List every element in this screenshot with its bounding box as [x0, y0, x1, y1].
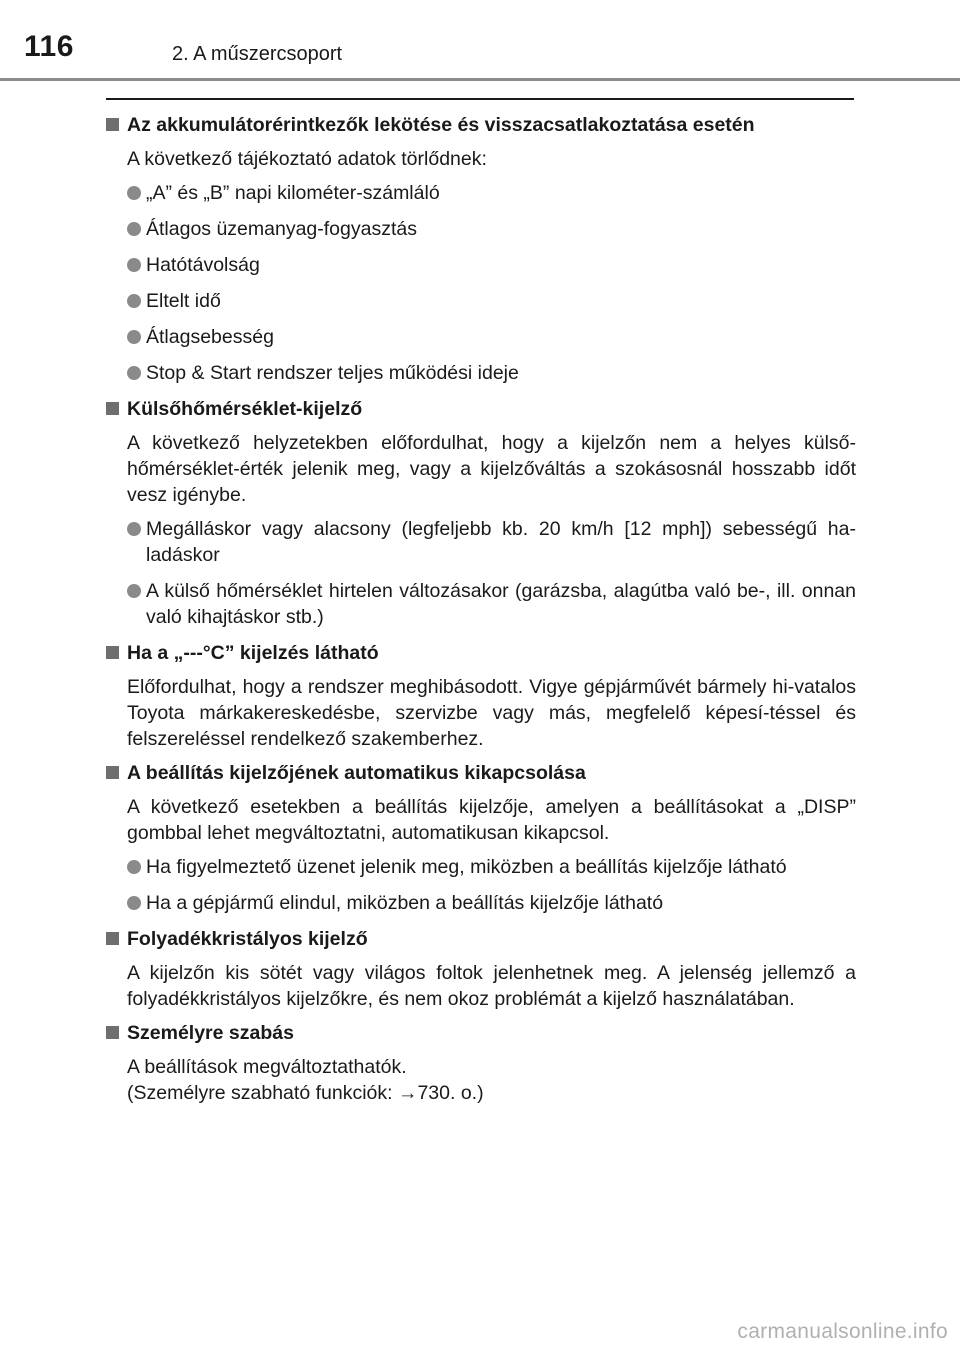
watermark: carmanualsonline.info [737, 1320, 948, 1343]
square-bullet-icon [106, 766, 119, 779]
circle-bullet-icon [127, 366, 141, 380]
paragraph: A következő helyzetekben előfordulhat, hogy a kijelzőn nem a helyes külső-hőmérséklet-érték jelenik meg, vagy a kijelzőváltás a szokásosnál hosszabb időt vesz igénybe. [127, 432, 856, 506]
page-number: 116 [24, 30, 74, 63]
circle-bullet-icon [127, 860, 141, 874]
list-item: Átlagsebesség [127, 324, 856, 350]
section-heading [106, 926, 856, 952]
square-bullet-icon [106, 1026, 119, 1039]
list-item: „A” és „B” napi kilométer-számláló [127, 180, 856, 206]
section-battery [106, 112, 856, 386]
section-temp-dashes [106, 640, 856, 752]
section-heading [106, 396, 856, 422]
square-bullet-icon [106, 118, 119, 131]
circle-bullet-icon [127, 222, 141, 236]
square-bullet-icon [106, 402, 119, 415]
square-bullet-icon [106, 932, 119, 945]
list-item: Hatótávolság [127, 252, 856, 278]
list-item: Ha figyelmeztető üzenet jelenik meg, miközben a beállítás kijelzője látható [127, 854, 856, 880]
header-rule [0, 78, 960, 81]
heading-text: Ha a „---°C” kijelzés látható [127, 642, 379, 664]
paragraph: A következő tájékoztató adatok törlődnek: [127, 148, 487, 170]
section-outside-temp [106, 396, 856, 630]
heading-text: Folyadékkristályos kijelző [127, 928, 368, 950]
list-item: Ha a gépjármű elindul, miközben a beállítás kijelzője látható [127, 890, 856, 916]
section-heading [106, 760, 856, 786]
section-heading [106, 1020, 856, 1046]
circle-bullet-icon [127, 258, 141, 272]
square-bullet-icon [106, 646, 119, 659]
list-item: A külső hőmérséklet hirtelen változásakor (garázsba, alagútba való be-, ill. onnan való kihajtáskor stb.) [127, 578, 856, 630]
section-auto-off [106, 760, 856, 916]
circle-bullet-icon [127, 584, 141, 598]
circle-bullet-icon [127, 186, 141, 200]
paragraph: A következő esetekben a beállítás kijelzője, amelyen a beállításokat a „DISP” gombbal lehet megváltoztatni, automatikusan kikapcsol. [127, 796, 856, 844]
content [106, 112, 856, 1106]
heading-text: Külsőhőmérséklet-kijelző [127, 398, 363, 420]
circle-bullet-icon [127, 522, 141, 536]
circle-bullet-icon [127, 896, 141, 910]
paragraph: Előfordulhat, hogy a rendszer meghibásodott. Vigye gépjárművét bármely hi-vatalos Toyota márkakereskedésbe, szervizbe vagy más, megfelelő képesí-téssel és felszereléssel rendelkező szakemberhez. [127, 676, 856, 750]
heading-text: Az akkumulátorérintkezők lekötése és visszacsatlakoztatása esetén [127, 114, 755, 136]
section-rule [106, 98, 854, 100]
section-heading [106, 640, 856, 666]
list-item: Eltelt idő [127, 288, 856, 314]
heading-text: A beállítás kijelzőjének automatikus kikapcsolása [127, 762, 586, 784]
heading-text: Személyre szabás [127, 1022, 294, 1044]
cross-reference-link[interactable]: (Személyre szabható funkciók: →730. o.) [127, 1082, 484, 1104]
section-customization [106, 1020, 856, 1106]
section-lcd [106, 926, 856, 1012]
section-heading [106, 112, 856, 138]
circle-bullet-icon [127, 294, 141, 308]
list-item: Átlagos üzemanyag-fogyasztás [127, 216, 856, 242]
list-item: Stop & Start rendszer teljes működési ideje [127, 360, 856, 386]
paragraph: A beállítások megváltoztathatók. [127, 1056, 407, 1078]
circle-bullet-icon [127, 330, 141, 344]
list-item: Megálláskor vagy alacsony (legfeljebb kb. 20 km/h [12 mph]) sebességű ha-ladáskor [127, 516, 856, 568]
chapter-title: 2. A műszercsoport [172, 43, 343, 65]
paragraph: A kijelzőn kis sötét vagy világos foltok jelenhetnek meg. A jelenség jellemző a folyadékkristályos kijelzőkre, és nem okoz problémát a kijelző használatában. [127, 962, 856, 1010]
